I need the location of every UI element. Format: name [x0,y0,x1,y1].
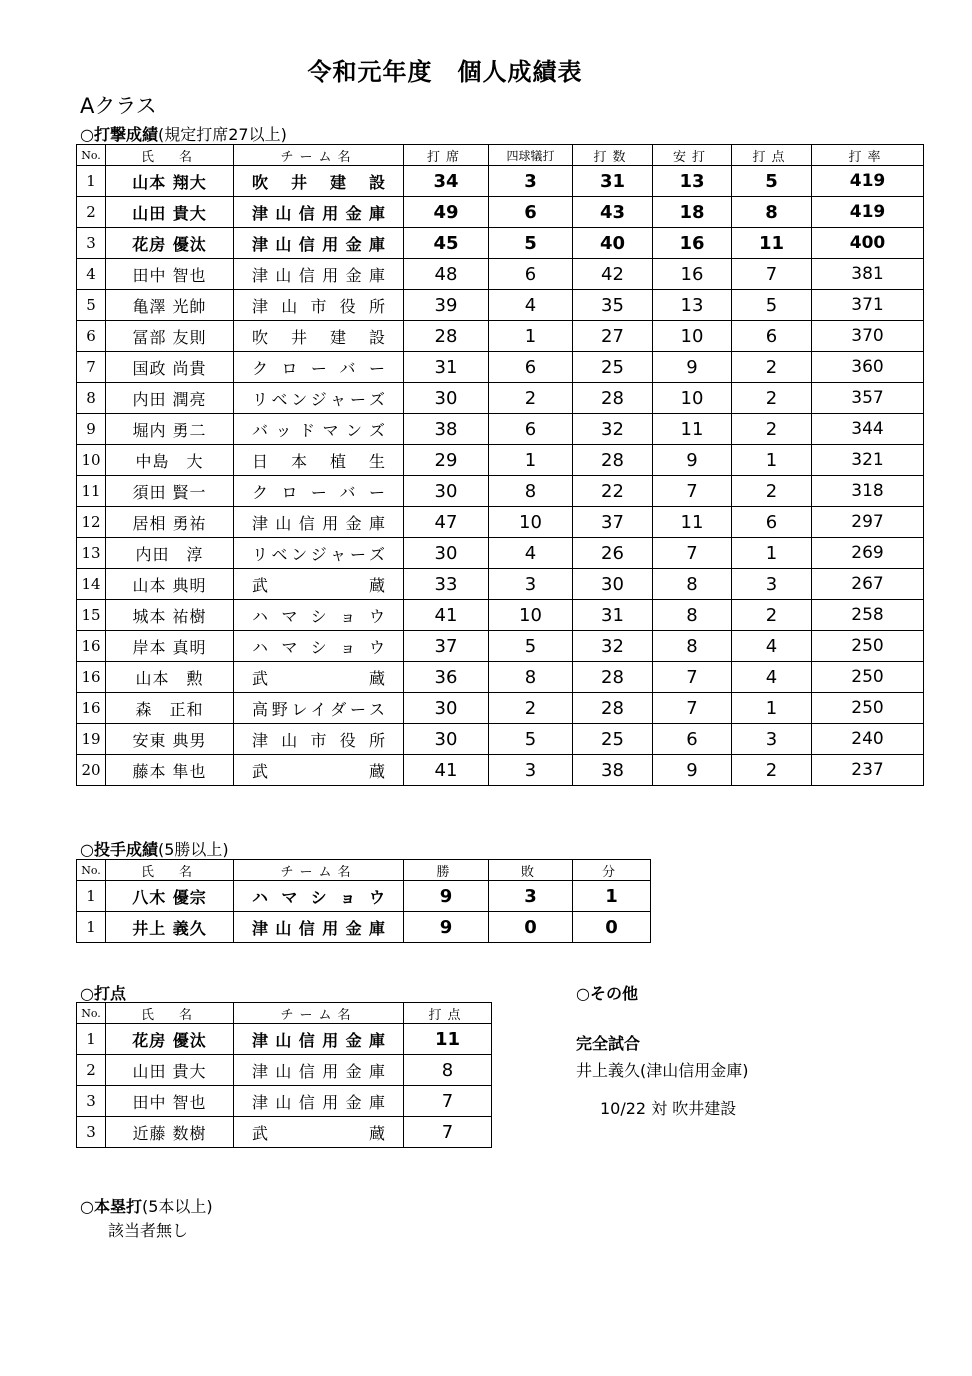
cell-walks-sacrifices: 6 [489,197,573,228]
cell-hits: 8 [653,631,732,662]
cell-rank: 1 [77,1024,106,1055]
cell-walks-sacrifices: 10 [489,600,573,631]
cell-player-name: 藤本 隼也 [106,755,234,786]
cell-at-bats: 32 [573,414,653,445]
cell-rank: 16 [77,631,106,662]
table-row [77,290,924,321]
cell-rank: 7 [77,352,106,383]
perfect-game-label: 完全試合 [576,1034,641,1053]
cell-walks-sacrifices: 5 [489,724,573,755]
cell-player-name: 花房 優汰 [106,228,234,259]
cell-plate-appearances: 30 [404,693,489,724]
table-row [77,693,924,724]
batting-heading-title: ○打撃成績 [80,125,158,144]
cell-batting-average: 267 [812,569,924,600]
cell-at-bats: 37 [573,507,653,538]
cell-plate-appearances: 39 [404,290,489,321]
cell-player-name: 中島 大 [106,445,234,476]
other-heading [576,981,638,1004]
cell-rank: 8 [77,383,106,414]
table-row [77,414,924,445]
cell-team-name: ハマショウ [234,631,404,662]
cell-walks-sacrifices: 3 [489,166,573,197]
cell-rbi: 2 [732,352,812,383]
cell-plate-appearances: 29 [404,445,489,476]
cell-plate-appearances: 33 [404,569,489,600]
cell-at-bats: 40 [573,228,653,259]
table-row [77,259,924,290]
cell-at-bats: 25 [573,352,653,383]
col-header-team: チーム名 [234,145,404,166]
cell-batting-average: 240 [812,724,924,755]
table-row [77,724,924,755]
cell-batting-average: 381 [812,259,924,290]
table-row [77,1086,492,1117]
cell-team-name: 吹井建設 [234,166,404,197]
cell-plate-appearances: 30 [404,724,489,755]
table-row [77,600,924,631]
cell-team-name: 武蔵 [234,569,404,600]
homerun-heading-title: ○本塁打 [80,1197,142,1216]
cell-rank: 3 [77,228,106,259]
cell-team-name: 津山信用金庫 [234,228,404,259]
table-row [77,1117,492,1148]
cell-team-name: バッドマンズ [234,414,404,445]
cell-batting-average: 321 [812,445,924,476]
cell-team-name: 津山信用金庫 [234,912,404,943]
cell-player-name: 山田 貴大 [106,1055,234,1086]
table-row [77,1055,492,1086]
col-header-draws: 分 [573,860,651,881]
cell-at-bats: 32 [573,631,653,662]
cell-team-name: 津山市役所 [234,290,404,321]
cell-rank: 16 [77,693,106,724]
cell-walks-sacrifices: 1 [489,321,573,352]
cell-team-name: クローバー [234,352,404,383]
pitching-heading-note: (5勝以上) [157,840,229,859]
cell-team-name: リベンジャーズ [234,383,404,414]
cell-player-name: 内田 淳 [106,538,234,569]
cell-rbi: 1 [732,445,812,476]
homerun-heading-note: (5本以上) [141,1197,213,1216]
cell-batting-average: 237 [812,755,924,786]
batting-table [76,144,924,786]
cell-batting-average: 419 [812,197,924,228]
cell-at-bats: 30 [573,569,653,600]
col-header-avg: 打率 [812,145,924,166]
pitching-heading-title: ○投手成績 [80,840,158,859]
table-row [77,476,924,507]
cell-batting-average: 318 [812,476,924,507]
pitching-heading [80,837,229,860]
perfect-game-player: 井上義久(津山信用金庫) [576,1061,749,1080]
col-header-no: No. [77,145,106,166]
table-row [77,631,924,662]
cell-draws: 0 [573,912,651,943]
cell-batting-average: 400 [812,228,924,259]
table-row [77,166,924,197]
cell-team-name: 武蔵 [234,662,404,693]
cell-player-name: 亀澤 光帥 [106,290,234,321]
cell-walks-sacrifices: 3 [489,755,573,786]
table-row [77,197,924,228]
col-header-losses: 敗 [489,860,573,881]
cell-wins: 9 [404,881,489,912]
cell-hits: 7 [653,476,732,507]
cell-plate-appearances: 30 [404,476,489,507]
table-row [77,755,924,786]
cell-at-bats: 35 [573,290,653,321]
cell-batting-average: 371 [812,290,924,321]
cell-walks-sacrifices: 3 [489,569,573,600]
col-header-no: No. [77,1003,106,1024]
col-header-name: 氏 名 [106,145,234,166]
cell-walks-sacrifices: 2 [489,693,573,724]
cell-rank: 3 [77,1086,106,1117]
cell-rbi: 7 [404,1086,492,1117]
cell-at-bats: 28 [573,693,653,724]
cell-rbi: 6 [732,507,812,538]
cell-rbi: 4 [732,631,812,662]
col-header-team: チーム名 [234,860,404,881]
cell-rank: 1 [77,881,106,912]
table-row [77,569,924,600]
cell-rbi: 7 [732,259,812,290]
homerun-heading [80,1194,213,1217]
cell-team-name: 津山信用金庫 [234,1024,404,1055]
cell-player-name: 八木 優宗 [106,881,234,912]
cell-rank: 5 [77,290,106,321]
cell-rbi: 3 [732,569,812,600]
cell-at-bats: 31 [573,166,653,197]
cell-hits: 7 [653,662,732,693]
cell-walks-sacrifices: 5 [489,228,573,259]
cell-plate-appearances: 47 [404,507,489,538]
cell-player-name: 国政 尚貴 [106,352,234,383]
cell-rank: 9 [77,414,106,445]
cell-walks-sacrifices: 1 [489,445,573,476]
cell-rank: 6 [77,321,106,352]
cell-walks-sacrifices: 6 [489,259,573,290]
cell-hits: 7 [653,693,732,724]
pitching-table [76,859,651,943]
cell-rbi: 2 [732,755,812,786]
col-header-pa: 打席 [404,145,489,166]
cell-walks-sacrifices: 5 [489,631,573,662]
cell-at-bats: 27 [573,321,653,352]
table-row [77,383,924,414]
cell-hits: 9 [653,755,732,786]
cell-player-name: 山本 典明 [106,569,234,600]
cell-walks-sacrifices: 4 [489,290,573,321]
cell-rbi: 2 [732,414,812,445]
cell-at-bats: 25 [573,724,653,755]
cell-rank: 10 [77,445,106,476]
table-row [77,662,924,693]
cell-player-name: 井上 義久 [106,912,234,943]
cell-hits: 8 [653,569,732,600]
cell-player-name: 堀内 勇二 [106,414,234,445]
cell-batting-average: 250 [812,662,924,693]
cell-losses: 0 [489,912,573,943]
cell-rank: 16 [77,662,106,693]
cell-plate-appearances: 41 [404,755,489,786]
table-row [77,445,924,476]
cell-hits: 16 [653,259,732,290]
cell-rank: 1 [77,912,106,943]
cell-batting-average: 419 [812,166,924,197]
table-row [77,912,651,943]
cell-batting-average: 269 [812,538,924,569]
rbi-heading [80,981,126,1004]
rbi-table [76,1002,492,1148]
cell-hits: 11 [653,414,732,445]
cell-plate-appearances: 31 [404,352,489,383]
cell-rank: 4 [77,259,106,290]
cell-rank: 19 [77,724,106,755]
cell-rank: 2 [77,197,106,228]
table-row [77,321,924,352]
cell-player-name: 居相 勇祐 [106,507,234,538]
col-header-rbi: 打点 [732,145,812,166]
cell-walks-sacrifices: 10 [489,507,573,538]
col-header-no: No. [77,860,106,881]
cell-at-bats: 28 [573,662,653,693]
cell-player-name: 田中 智也 [106,259,234,290]
cell-hits: 16 [653,228,732,259]
cell-rank: 13 [77,538,106,569]
cell-plate-appearances: 49 [404,197,489,228]
homerun-none-text: 該当者無し [108,1221,189,1240]
cell-hits: 7 [653,538,732,569]
cell-batting-average: 357 [812,383,924,414]
cell-walks-sacrifices: 4 [489,538,573,569]
col-header-name: 氏 名 [106,860,234,881]
cell-at-bats: 28 [573,383,653,414]
cell-rbi: 2 [732,383,812,414]
cell-rank: 11 [77,476,106,507]
cell-team-name: 津山信用金庫 [234,1055,404,1086]
cell-rbi: 5 [732,290,812,321]
cell-rank: 1 [77,166,106,197]
cell-team-name: 武蔵 [234,1117,404,1148]
cell-team-name: 津山信用金庫 [234,1086,404,1117]
cell-walks-sacrifices: 2 [489,383,573,414]
cell-plate-appearances: 30 [404,538,489,569]
page-title: 令和元年度 個人成績表 [307,58,583,86]
other-heading-title: ○その他 [576,984,638,1003]
cell-at-bats: 43 [573,197,653,228]
cell-player-name: 山田 貴大 [106,197,234,228]
col-header-wins: 勝 [404,860,489,881]
cell-at-bats: 31 [573,600,653,631]
cell-walks-sacrifices: 6 [489,414,573,445]
col-header-h: 安打 [653,145,732,166]
cell-rbi: 2 [732,600,812,631]
col-header-bb: 四球犠打 [489,145,573,166]
table-row [77,1024,492,1055]
cell-rank: 2 [77,1055,106,1086]
cell-hits: 10 [653,321,732,352]
cell-rank: 12 [77,507,106,538]
cell-walks-sacrifices: 8 [489,476,573,507]
table-row [77,538,924,569]
cell-player-name: 森 正和 [106,693,234,724]
cell-player-name: 安東 典男 [106,724,234,755]
cell-team-name: 津山市役所 [234,724,404,755]
cell-team-name: 津山信用金庫 [234,197,404,228]
cell-at-bats: 38 [573,755,653,786]
cell-plate-appearances: 37 [404,631,489,662]
cell-at-bats: 42 [573,259,653,290]
cell-player-name: 山本 勲 [106,662,234,693]
col-header-rbi: 打点 [404,1003,492,1024]
cell-player-name: 花房 優汰 [106,1024,234,1055]
table-row [77,507,924,538]
cell-plate-appearances: 45 [404,228,489,259]
col-header-ab: 打数 [573,145,653,166]
batting-heading [80,122,287,145]
cell-hits: 9 [653,352,732,383]
cell-hits: 13 [653,166,732,197]
cell-team-name: 武蔵 [234,755,404,786]
cell-hits: 13 [653,290,732,321]
cell-rbi: 8 [732,197,812,228]
cell-player-name: 内田 潤亮 [106,383,234,414]
perfect-game-date: 10/22 対 吹井建設 [600,1099,737,1118]
cell-rbi: 1 [732,538,812,569]
table-header [77,860,651,881]
cell-hits: 11 [653,507,732,538]
cell-wins: 9 [404,912,489,943]
table-header [77,145,924,166]
cell-batting-average: 250 [812,631,924,662]
cell-rank: 20 [77,755,106,786]
cell-team-name: クローバー [234,476,404,507]
cell-rbi: 2 [732,476,812,507]
cell-plate-appearances: 48 [404,259,489,290]
cell-at-bats: 26 [573,538,653,569]
cell-team-name: 高野レイダース [234,693,404,724]
cell-team-name: 津山信用金庫 [234,259,404,290]
cell-rbi: 7 [404,1117,492,1148]
table-row [77,352,924,383]
table-row [77,881,651,912]
cell-rbi: 6 [732,321,812,352]
table-header [77,1003,492,1024]
cell-hits: 10 [653,383,732,414]
col-header-team: チーム名 [234,1003,404,1024]
cell-walks-sacrifices: 6 [489,352,573,383]
cell-rbi: 11 [732,228,812,259]
cell-hits: 9 [653,445,732,476]
cell-rank: 3 [77,1117,106,1148]
cell-team-name: 津山信用金庫 [234,507,404,538]
cell-plate-appearances: 41 [404,600,489,631]
cell-hits: 8 [653,600,732,631]
batting-heading-note: (規定打席27以上) [157,125,287,144]
table-row [77,228,924,259]
cell-plate-appearances: 36 [404,662,489,693]
cell-team-name: ハマショウ [234,600,404,631]
cell-player-name: 城本 祐樹 [106,600,234,631]
cell-rbi: 5 [732,166,812,197]
cell-rbi: 3 [732,724,812,755]
cell-rank: 14 [77,569,106,600]
cell-batting-average: 258 [812,600,924,631]
col-header-name: 氏 名 [106,1003,234,1024]
cell-draws: 1 [573,881,651,912]
class-label: Aクラス [80,94,157,118]
cell-rank: 15 [77,600,106,631]
cell-hits: 18 [653,197,732,228]
cell-player-name: 須田 賢一 [106,476,234,507]
cell-batting-average: 344 [812,414,924,445]
rbi-heading-title: ○打点 [80,984,126,1003]
cell-team-name: 吹井建設 [234,321,404,352]
cell-player-name: 田中 智也 [106,1086,234,1117]
cell-at-bats: 28 [573,445,653,476]
cell-rbi: 8 [404,1055,492,1086]
cell-rbi: 4 [732,662,812,693]
cell-losses: 3 [489,881,573,912]
cell-team-name: ハマショウ [234,881,404,912]
cell-plate-appearances: 34 [404,166,489,197]
cell-hits: 6 [653,724,732,755]
cell-rbi: 11 [404,1024,492,1055]
cell-batting-average: 360 [812,352,924,383]
cell-plate-appearances: 30 [404,383,489,414]
cell-batting-average: 370 [812,321,924,352]
cell-team-name: 日本植生 [234,445,404,476]
cell-walks-sacrifices: 8 [489,662,573,693]
cell-at-bats: 22 [573,476,653,507]
cell-plate-appearances: 38 [404,414,489,445]
cell-rbi: 1 [732,693,812,724]
cell-player-name: 冨部 友則 [106,321,234,352]
cell-player-name: 山本 翔大 [106,166,234,197]
cell-batting-average: 297 [812,507,924,538]
cell-team-name: リベンジャーズ [234,538,404,569]
cell-player-name: 岸本 真明 [106,631,234,662]
cell-player-name: 近藤 数樹 [106,1117,234,1148]
cell-batting-average: 250 [812,693,924,724]
cell-plate-appearances: 28 [404,321,489,352]
